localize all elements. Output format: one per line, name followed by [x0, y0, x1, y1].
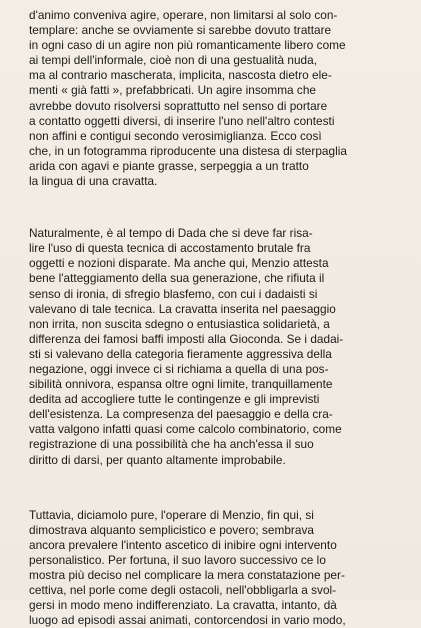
paragraph-gap	[29, 189, 399, 226]
text-line: valevano di tale tecnica. La cravatta inserita nel paesaggio	[29, 301, 336, 316]
text-line: gersi in modo meno indifferenziato. La cravatta, intanto, dà	[29, 598, 337, 613]
text-line: differenza dei famosi baffi imposti alla Gioconda. Se i dadai-	[29, 331, 344, 346]
text-line: ancora prevalere l'intento ascetico di inibire ogni intervento	[29, 537, 337, 552]
text-line: a contatto oggetti diversi, di inserire l'uno nell'altro contesti	[29, 113, 335, 128]
text-line: non affini e contigui secondo verosimiglianza. Ecco così	[29, 128, 322, 143]
text-line: menti « già fatti », prefabbricati. Un agire insomma che	[29, 83, 317, 98]
text-line: in ogni caso di un agire non più romanticamente libero come	[29, 38, 346, 53]
paragraph-3	[29, 508, 399, 628]
text-line: avrebbe dovuto risolversi soprattutto nel senso di portare	[29, 98, 328, 113]
text-line: registrazione di una possibilità che ha anch'essa il suo	[29, 437, 314, 452]
text-line: arida con agavi e piante grasse, serpeggia a un tratto	[29, 158, 309, 173]
text-line: dedita ad accogliere tutte le contingenze e gli imprevisti	[29, 392, 320, 407]
text-line: dell'esistenza. La compresenza del paesaggio e della cra-	[29, 407, 333, 422]
text-line: ai tempi dell'informale, cioè non di una gestualità nuda,	[29, 53, 318, 68]
text-line: mostra più deciso nel complicare la mera constatazione per-	[29, 568, 345, 582]
text-line: negazione, oggi invece ci si richiama a quella di una pos-	[29, 361, 329, 376]
text-line: templare: anche se ovviamente si sarebbe dovuto trattare	[29, 23, 332, 38]
text-line: lire l'uso di questa tecnica di accostamento brutale fra	[29, 241, 311, 256]
text-line: senso di ironia, di sfregio blasfemo, con cui i dadaisti si	[29, 286, 318, 301]
text-line: cettiva, nel porle come degli ostacoli, nell'obbligarla a svol-	[29, 583, 337, 598]
paragraph-2	[29, 226, 399, 468]
text-line: luogo ad episodi assai animati, contorcendosi in vario modo,	[29, 613, 346, 628]
text-line: la lingua di una cravatta.	[29, 174, 158, 189]
text-line: diritto di darsi, per quanto altamente improbabile.	[29, 452, 286, 467]
text-line: Naturalmente, è al tempo di Dada che si deve far risa-	[29, 226, 313, 241]
text-line: d'animo conveniva agire, operare, non limitarsi al solo con-	[29, 8, 338, 22]
text-line: che, in un fotogramma riproducente una distesa di sterpaglia	[29, 143, 347, 158]
paragraph-gap	[29, 468, 399, 508]
text-line: sti si valevano della categoria fieramente aggressiva della	[29, 346, 332, 361]
text-line: vatta valgono infatti quasi come calcolo combinatorio, come	[29, 422, 342, 437]
text-line: ma al contrario mascherata, implicita, nascosta dietro ele-	[29, 68, 332, 83]
text-line: personalistico. Per fortuna, il suo lavoro successivo ce lo	[29, 552, 326, 567]
paragraph-1	[29, 8, 399, 189]
text-line: non irrita, non suscita sdegno o entusiastica solidarietà, a	[29, 316, 330, 331]
text-line: bene l'atteggiamento della sua generazione, che rifiuta il	[29, 271, 325, 286]
text-line: oggetti e nozioni disparate. Ma anche qui, Menzio attesta	[29, 256, 329, 271]
text-line: sibilità onnivora, espansa oltre ogni limite, tranquillamente	[29, 377, 333, 392]
text-line: dimostrava alquanto semplicistico e povero; sembrava	[29, 522, 314, 537]
text-line: Tuttavia, diciamolo pure, l'operare di Menzio, fin qui, si	[29, 507, 314, 522]
